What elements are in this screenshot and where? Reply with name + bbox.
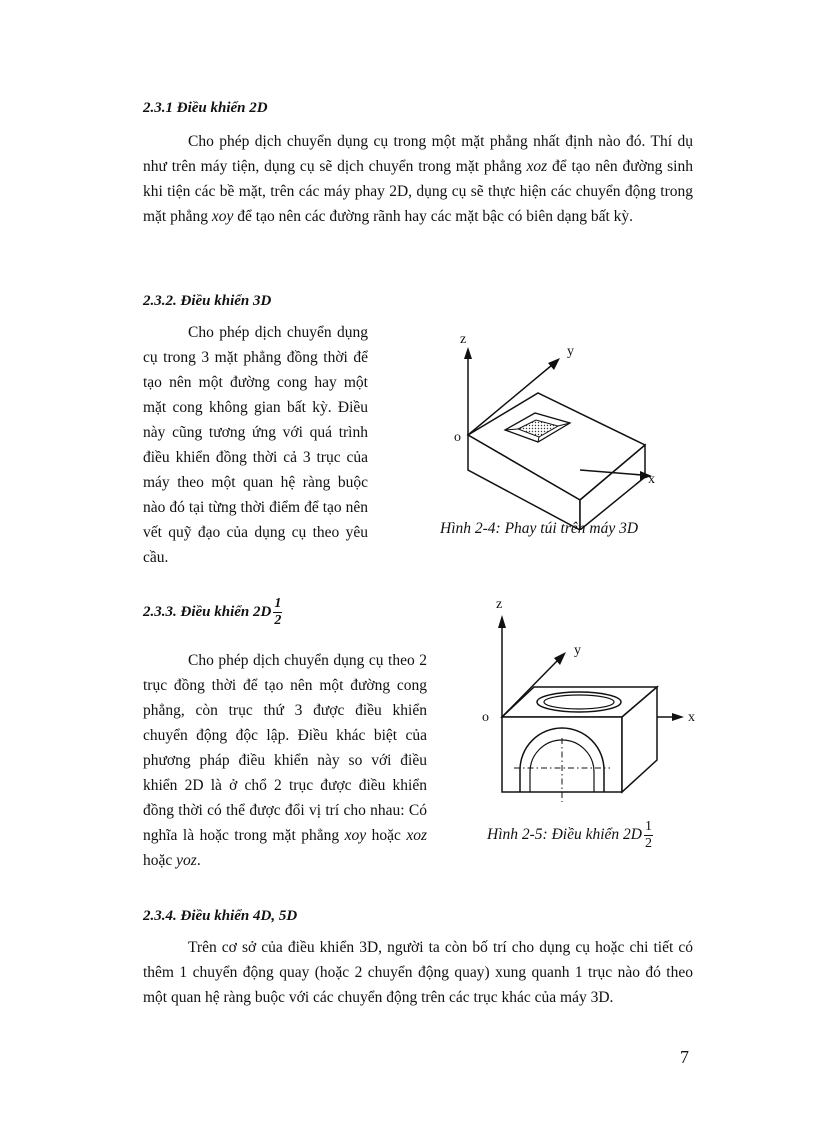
x-label: x <box>688 710 695 725</box>
fraction-one-half: $\frac{1}{2}$ <box>644 819 652 851</box>
text-run: để tạo nên các đường rãnh hay các mặt bậc có biên dạng bất kỳ. <box>233 208 634 225</box>
figure-2-5-caption <box>487 820 653 851</box>
text-italic: yoz <box>176 852 197 869</box>
text-run: hoặc <box>143 852 177 869</box>
heading-2-3-2: 2.3.2. Điều khiển 3D <box>143 293 272 309</box>
text-italic: xoy <box>344 827 367 844</box>
origin-label: o <box>454 430 461 445</box>
text-italic: xoz <box>406 827 427 844</box>
paragraph-2-3-3 <box>143 648 427 873</box>
text-run: hoặc <box>366 827 407 844</box>
paragraph-2-3-2: Cho phép dịch chuyển dụng cụ trong 3 mặt phẳng đồng thời để tạo nên một đường cong hay một mặt cong không gian bất kỳ. Điều này cũng tương ứng với quá trình điều khiển đồng thời cả 3 trục của máy theo một quan hệ ràng buộc nào đó tại từng thời điểm để tạo nên vết quỹ đạo của dụng cụ theo yêu cầu. <box>143 324 368 566</box>
caption-text: Hình 2-5: Điều khiển 2D <box>487 826 642 844</box>
figure-2-4-caption: Hình 2-4: Phay túi trên máy 3D <box>440 520 639 537</box>
text-run: để tạo nên đường sinh khi tiện các bề mặt, trên các máy phay 2D, dụng cụ sẽ thực hiện các chuyển động trong mặt phẳng <box>143 158 693 225</box>
text-italic: xoy <box>211 208 234 225</box>
y-label: y <box>567 344 574 359</box>
heading-2-3-1: 2.3.1 Điều khiển 2D <box>143 100 268 116</box>
heading-text: 2.3.3. Điều khiển 2D <box>143 603 272 620</box>
origin-label: o <box>482 710 489 725</box>
heading-2-3-4: 2.3.4. Điều khiển 4D, 5D <box>143 908 298 924</box>
z-label: z <box>460 332 467 347</box>
text-run: Cho phép dịch chuyển dụng cụ trong một mặt phẳng nhất định nào đó. Thí dụ như trên máy tiện, dụng cụ sẽ dịch chuyển trong mặt phẳng <box>143 133 693 175</box>
paragraph-2-3-1 <box>143 129 693 229</box>
page-number: 7 <box>680 1047 689 1067</box>
z-label: z <box>496 597 503 612</box>
figure-pocket-milling-3d <box>420 325 680 530</box>
paragraph-2-3-4: Trên cơ sở của điều khiển 3D, người ta còn bố trí cho dụng cụ hoặc chi tiết có thêm 1 chuyển động quay (hoặc 2 chuyển động quay) xung quanh 1 trục nào đó theo một quan hệ ràng buộc với các chuyển động trên các trục khác của máy 3D. <box>143 939 693 1006</box>
text-run: Cho phép dịch chuyển dụng cụ theo 2 trục đồng thời để tạo nên một đường cong phẳng, còn trục thứ 3 được điều khiển chuyển động độc lập. Điều khác biệt của phương pháp điều khiển này so với điều khiển 2D là ở chổ 2 trục được điều khiển đồng thời có thể được đổi vị trí cho nhau: Có nghĩa là hoặc trong mặt phẳng <box>143 652 427 844</box>
y-label: y <box>574 643 581 658</box>
x-label: x <box>648 472 655 487</box>
figure-control-2-5d <box>470 590 710 820</box>
heading-2-3-3 <box>143 597 282 628</box>
text-run: . <box>196 852 201 869</box>
text-italic: xoz <box>526 158 548 175</box>
fraction-one-half: $\frac{1}{2}$ <box>274 596 282 628</box>
